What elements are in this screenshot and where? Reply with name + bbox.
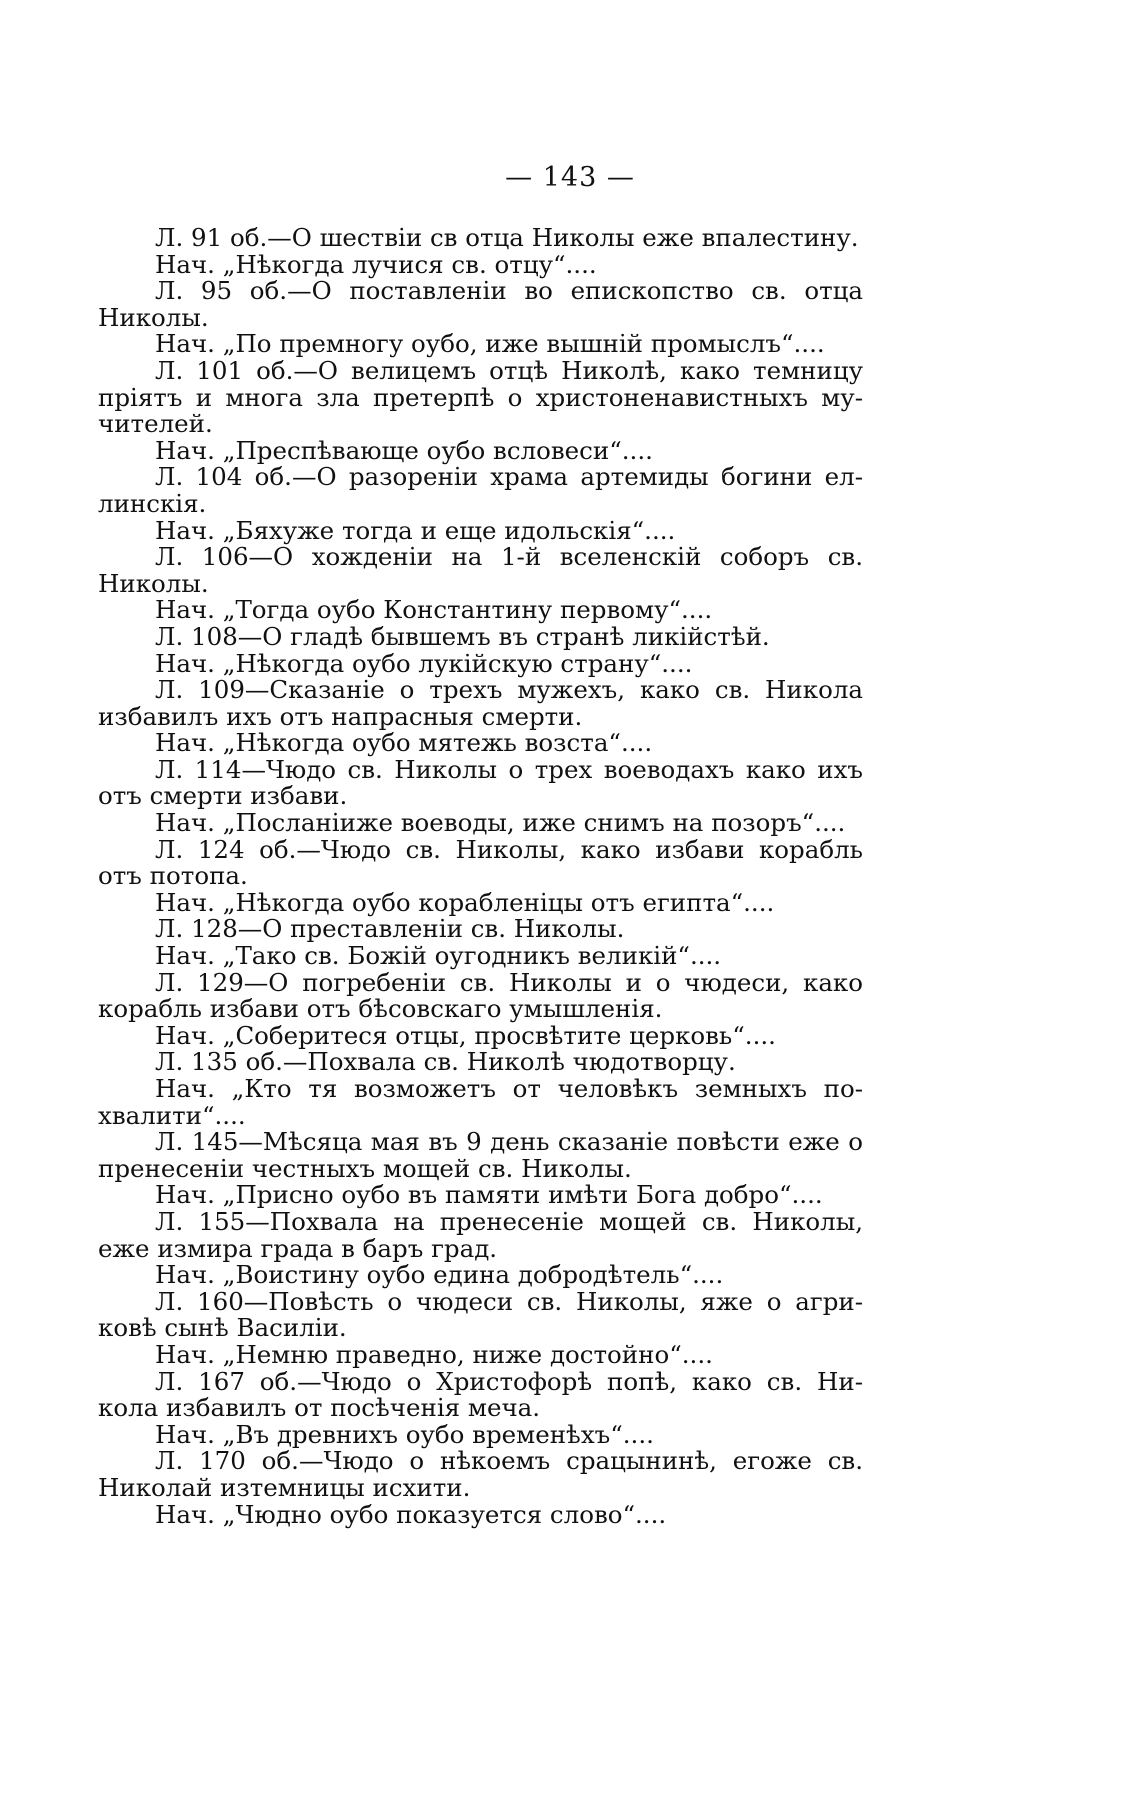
folio-description: Л. 108—О гладѣ бывшемъ въ странѣ ликiйстѣй. xyxy=(155,621,770,651)
incipit: Нач. „По премногу оубо, иже вышнiй промыслъ“.... xyxy=(155,329,825,359)
incipit: Нач. „Нѣкогда оубо лукiйскую страну“.... xyxy=(155,648,693,678)
incipit: Нач. „Чюдно оубо показуется слово“.... xyxy=(155,1499,667,1529)
list-item xyxy=(98,834,863,917)
page-number: — 143 — xyxy=(505,162,635,193)
list-item xyxy=(98,1286,863,1369)
incipit: Нач. „Кто тя возможетъ от человѣкъ земныхъ по-хвалити“.... xyxy=(98,1074,863,1130)
list-item xyxy=(98,916,863,969)
incipit: Нач. „Нѣкогда лучися св. отцу“.... xyxy=(155,249,597,279)
list-item xyxy=(98,278,863,358)
list-item xyxy=(98,621,863,678)
incipit: Нач. „Соберитеся отцы, просвѣтите церковь“.... xyxy=(155,1020,776,1050)
incipit: Нач. „Тогда оубо Константину первому“.... xyxy=(155,595,713,625)
incipit: Нач. „Въ древнихъ оубо временѣхъ“.... xyxy=(155,1419,654,1449)
list-item xyxy=(98,967,863,1050)
folio-description: Л. 160—Повѣсть о чюдеси св. Николы, яже о агри-ковѣ сынѣ Василiи. xyxy=(98,1286,863,1343)
incipit: Нач. „Воистину оубо едина добродѣтель“.... xyxy=(155,1260,724,1290)
folio-description: Л. 155—Похвала на пренесенiе мощей св. Николы, еже измира града в баръ град. xyxy=(98,1206,863,1263)
list-item xyxy=(98,355,863,465)
list-item xyxy=(98,1448,863,1528)
folio-description: Л. 101 об.—О велицемъ отцѣ Николѣ, како темницу прiятъ и многа зла претерпѣ о христоненавистныхъ му-чителей. xyxy=(98,355,863,439)
folio-description: Л. 114—Чюдо св. Николы о трех воеводахъ како ихъ отъ смерти избави. xyxy=(98,754,863,811)
incipit: Нач. „Посланiиже воеводы, иже снимъ на позоръ“.... xyxy=(155,808,846,838)
list-item xyxy=(98,754,863,838)
folio-description: Л. 128—О преставленiи св. Николы. xyxy=(155,914,625,944)
list-item xyxy=(98,677,863,757)
list-item xyxy=(98,1129,863,1209)
incipit: Нач. „Нѣкогда оубо мятежь возста“.... xyxy=(155,728,653,758)
list-item xyxy=(98,1366,863,1449)
incipit: Нач. „Тако св. Божiй оугодникъ великiй“.... xyxy=(155,941,722,971)
incipit: Нач. „Бяхуже тогда и еще идольскiя“.... xyxy=(155,515,676,545)
folio-description: Л. 124 об.—Чюдо св. Николы, како избави корабль отъ потопа. xyxy=(98,834,863,891)
list-item xyxy=(98,464,863,544)
folio-description: Л. 170 об.—Чюдо о нѣкоемъ срацынинѣ, егоже св. Николай изтемницы исхити. xyxy=(98,1446,863,1502)
folio-description: Л. 145—Мѣсяца мая въ 9 день сказанiе повѣсти еже о пренесенiи честныхъ мощей св. Николы. xyxy=(98,1127,863,1183)
manuscript-listing xyxy=(98,225,863,1528)
folio-description: Л. 95 об.—О поставленiи во епископство св. отца Николы. xyxy=(98,276,863,332)
folio-description: Л. 135 об.—Похвала св. Николѣ чюдотворцу. xyxy=(155,1047,736,1077)
list-item xyxy=(98,544,863,624)
folio-description: Л. 167 об.—Чюдо о Христофорѣ попѣ, како св. Ни-кола избавилъ от посѣченiя меча. xyxy=(98,1366,863,1423)
incipit: Нач. „Нѣкогда оубо корабленiцы отъ египта“.... xyxy=(155,887,775,917)
folio-description: Л. 106—О хожденiи на 1-й вселенскiй соборъ св. Николы. xyxy=(98,542,863,598)
incipit: Нач. „Немню праведно, ниже достойно“.... xyxy=(155,1339,713,1369)
incipit: Нач. „Преспѣвающе оубо всловеси“.... xyxy=(155,435,653,465)
list-item xyxy=(98,1049,863,1129)
folio-description: Л. 91 об.—О шествiи св отца Николы еже впалестину. xyxy=(155,223,859,252)
folio-description: Л. 109—Сказанiе о трехъ мужехъ, како св. Никола избавилъ ихъ отъ напрасныя смерти. xyxy=(98,675,863,731)
list-item xyxy=(98,225,863,278)
folio-description: Л. 129—О погребенiи св. Николы и о чюдеси, како корабль избави отъ бѣсовскаго умышленiя. xyxy=(98,967,863,1024)
folio-description: Л. 104 об.—О разоренiи храма артемиды богини ел-линскiя. xyxy=(98,462,863,518)
incipit: Нач. „Присно оубо въ памяти имѣти Бога добро“.... xyxy=(155,1180,823,1210)
list-item xyxy=(98,1206,863,1290)
